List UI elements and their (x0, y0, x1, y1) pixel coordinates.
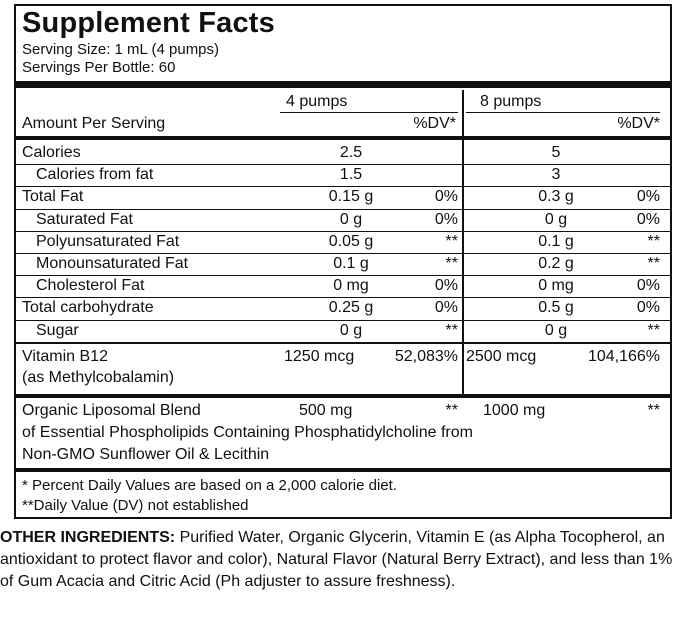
dv-header-a: %DV* (413, 115, 456, 132)
b12-name: Vitamin B12 (22, 348, 108, 365)
b12-dv-b: 104,166% (587, 348, 660, 365)
b12-source: (as Methylcobalamin) (22, 369, 175, 386)
dv-4-pumps: 0% (434, 188, 458, 206)
b12-amount-a: 1250 mcg (284, 348, 355, 365)
amount-8-pumps: 0.1 g (538, 232, 574, 250)
panel-title: Supplement Facts (22, 7, 275, 39)
dv-4-pumps: ** (445, 255, 458, 272)
nutrient-name: Total Fat (22, 188, 84, 206)
supplement-facts-panel (14, 4, 672, 519)
amount-8-pumps: 3 (551, 166, 561, 184)
blend-name: Organic Liposomal Blend (22, 402, 201, 419)
dv-4-pumps: 0% (434, 210, 458, 228)
col-header-4-pumps: 4 pumps (286, 93, 348, 110)
blend-amount-a: 500 mg (299, 402, 353, 419)
footnote-divider (16, 468, 670, 472)
dv-header-b: %DV* (617, 115, 660, 132)
amount-4-pumps: 0 g (339, 210, 363, 228)
amount-4-pumps: 0.25 g (328, 299, 374, 317)
dv-8-pumps: ** (647, 321, 660, 339)
row-rule (16, 164, 670, 165)
nutrient-name: Polyunsaturated Fat (36, 232, 180, 250)
amount-per-serving: Amount Per Serving (22, 115, 166, 132)
blend-top-divider (16, 394, 670, 398)
footnote-not-established: **Daily Value (DV) not established (22, 497, 249, 514)
nutrient-name: Saturated Fat (36, 210, 133, 228)
amount-8-pumps: 0.3 g (538, 188, 574, 206)
blend-desc-2: Non-GMO Sunflower Oil & Lecithin (22, 446, 270, 463)
other-ingredients (0, 527, 679, 593)
medium-divider (16, 136, 670, 140)
amount-4-pumps: 0.15 g (328, 188, 374, 206)
dv-8-pumps: 0% (636, 188, 660, 206)
thick-divider (16, 81, 670, 88)
column-separator (462, 90, 464, 398)
amount-4-pumps: 0.05 g (328, 232, 374, 250)
blend-dv-b: ** (647, 402, 660, 419)
dv-8-pumps: 0% (636, 210, 660, 228)
other-ingredients-text: Purified Water, Organic Glycerin, Vitamin E (as Alpha Tocopherol, an antioxidant to protect flavor and color), Natural Flavor (Natural Berry Extract), and less than 1% of Gum Acacia and Citric Acid (Ph adjuster to assure freshness). (0, 529, 673, 590)
dv-4-pumps: ** (445, 232, 458, 250)
b12-amount-b: 2500 mcg (466, 348, 537, 365)
col-b-rule (466, 112, 660, 113)
amount-8-pumps: 0.2 g (538, 255, 574, 272)
amount-4-pumps: 1.5 (339, 166, 363, 184)
dv-8-pumps: 0% (636, 277, 660, 295)
nutrient-name: Calories from fat (36, 166, 154, 184)
serving-size: Serving Size: 1 mL (4 pumps) (22, 41, 220, 58)
row-rule (16, 320, 670, 321)
row-rule (16, 253, 670, 254)
blend-desc-1: of Essential Phospholipids Containing Phosphatidylcholine from (22, 424, 473, 441)
dv-4-pumps: 0% (434, 299, 458, 317)
amount-4-pumps: 0 mg (333, 277, 369, 295)
row-rule (16, 231, 670, 232)
dv-4-pumps: ** (445, 321, 458, 339)
row-rule (16, 209, 670, 210)
amount-8-pumps: 0 g (544, 321, 568, 339)
b12-top-rule (16, 342, 670, 344)
amount-4-pumps: 0.1 g (333, 255, 369, 272)
dv-8-pumps: 0% (636, 299, 660, 317)
nutrient-name: Calories (22, 144, 81, 161)
col-a-rule (280, 112, 458, 113)
amount-8-pumps: 0.5 g (538, 299, 574, 317)
dv-4-pumps: 0% (434, 277, 458, 295)
dv-8-pumps: ** (647, 232, 660, 250)
amount-8-pumps: 0 g (544, 210, 568, 228)
row-rule (16, 186, 670, 187)
row-rule (16, 297, 670, 298)
col-header-8-pumps: 8 pumps (480, 93, 542, 110)
amount-8-pumps: 5 (551, 144, 561, 161)
dv-8-pumps: ** (647, 255, 660, 272)
nutrient-name: Cholesterol Fat (36, 277, 145, 295)
row-rule (16, 275, 670, 276)
other-ingredients-label: OTHER INGREDIENTS: (0, 529, 176, 546)
nutrient-name: Total carbohydrate (22, 299, 154, 317)
amount-4-pumps: 2.5 (339, 144, 363, 161)
blend-amount-b: 1000 mg (483, 402, 546, 419)
amount-8-pumps: 0 mg (538, 277, 574, 295)
b12-dv-a: 52,083% (394, 348, 458, 365)
footnote-dv: * Percent Daily Values are based on a 2,000 calorie diet. (22, 477, 397, 494)
blend-dv-a: ** (445, 402, 458, 419)
nutrient-name: Sugar (36, 321, 79, 339)
amount-4-pumps: 0 g (339, 321, 363, 339)
nutrient-name: Monounsaturated Fat (36, 255, 189, 272)
servings-per-bottle: Servings Per Bottle: 60 (22, 59, 176, 76)
